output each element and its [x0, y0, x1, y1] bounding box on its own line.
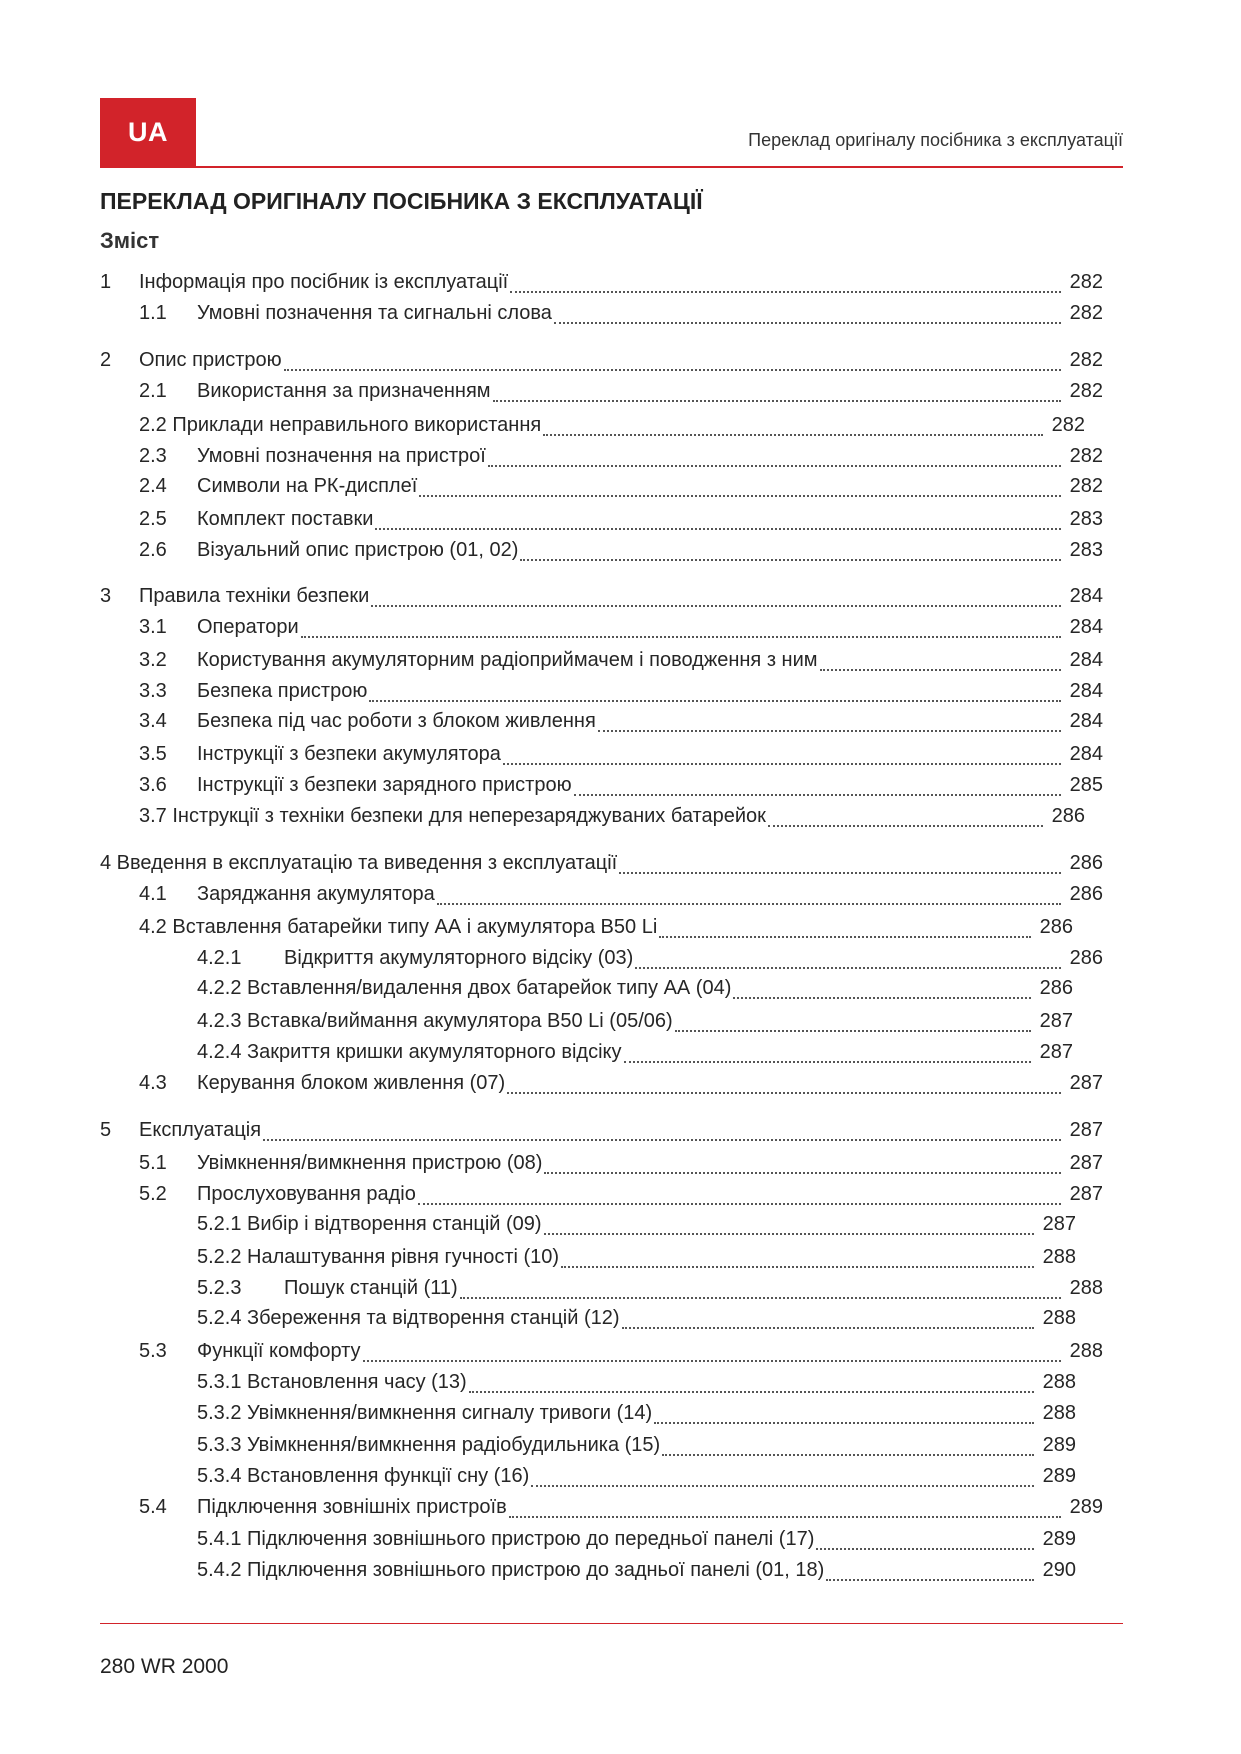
- toc-dot-leader: [654, 1421, 1034, 1424]
- toc-entry-page: 288: [1069, 1340, 1103, 1362]
- toc-entry-page: 283: [1069, 539, 1103, 561]
- toc-entry-title: 5.3.2 Увімкнення/вимкнення сигналу тривоги (14): [197, 1402, 653, 1424]
- toc-entry-page: 286: [1069, 883, 1103, 905]
- toc-entry-number: 3.3: [139, 680, 167, 702]
- toc-entry-page: 282: [1069, 380, 1103, 402]
- toc-entry-page: 282: [1069, 445, 1103, 467]
- toc-dot-leader: [561, 1265, 1034, 1268]
- toc-dot-leader: [624, 1060, 1031, 1063]
- toc-entry[interactable]: [139, 710, 1103, 740]
- toc-entry-title: Опис пристрою: [139, 349, 282, 371]
- toc-dot-leader: [768, 824, 1043, 827]
- toc-dot-leader: [675, 1029, 1031, 1032]
- toc-entry-page: 286: [1069, 852, 1103, 874]
- toc-entry-title: Комплект поставки: [197, 508, 374, 530]
- toc-entry[interactable]: [139, 475, 1103, 505]
- toc-dot-leader: [460, 1296, 1061, 1299]
- toc-entry-page: 286: [1039, 916, 1073, 938]
- toc-entry-page: 286: [1051, 805, 1085, 827]
- toc-entry-title: Символи на РК-дисплеї: [197, 475, 418, 497]
- toc-entry[interactable]: [139, 1340, 1103, 1370]
- toc-entry-page: 284: [1069, 649, 1103, 671]
- toc-dot-leader: [544, 1232, 1034, 1235]
- toc-entry-number: 3.2: [139, 649, 167, 671]
- toc-dot-leader: [826, 1578, 1034, 1581]
- toc-entry[interactable]: [197, 1213, 1076, 1243]
- toc-entry[interactable]: [197, 1465, 1076, 1495]
- toc-entry-title: Функції комфорту: [197, 1340, 361, 1362]
- toc-entry[interactable]: [197, 1559, 1076, 1589]
- toc-entry[interactable]: [139, 380, 1103, 410]
- toc-entry-number: 5.4: [139, 1496, 167, 1518]
- toc-entry-page: 283: [1069, 508, 1103, 530]
- toc-dot-leader: [503, 762, 1061, 765]
- toc-entry-number: 5.1: [139, 1152, 167, 1174]
- footer-page-label: 280 WR 2000: [100, 1655, 229, 1678]
- toc-dot-leader: [520, 558, 1061, 561]
- toc-entry[interactable]: [197, 1246, 1076, 1276]
- toc-dot-leader: [371, 604, 1061, 607]
- toc-entry-page: 288: [1042, 1307, 1076, 1329]
- toc-entry-page: 282: [1069, 475, 1103, 497]
- toc-entry-title: Користування акумуляторним радіоприймачем і поводження з ним: [197, 649, 818, 671]
- toc-entry-number: 5.2: [139, 1183, 167, 1205]
- toc-entry[interactable]: [197, 1277, 1103, 1307]
- toc-dot-leader: [284, 368, 1061, 371]
- toc-entry-title: 5.3.4 Встановлення функції сну (16): [197, 1465, 530, 1487]
- toc-entry-title: 5.2.2 Налаштування рівня гучності (10): [197, 1246, 560, 1268]
- toc-entry-page: 287: [1042, 1213, 1076, 1235]
- toc-entry-number: 3: [100, 585, 112, 607]
- toc-entry[interactable]: [139, 539, 1103, 569]
- toc-dot-leader: [507, 1091, 1061, 1094]
- toc-entry-number: 1.1: [139, 302, 167, 324]
- toc-entry-title: 5.3.3 Увімкнення/вимкнення радіобудильника (15): [197, 1434, 661, 1456]
- language-badge: UA: [100, 98, 196, 167]
- toc-entry[interactable]: [139, 916, 1073, 946]
- toc-entry[interactable]: [139, 774, 1103, 804]
- toc-entry[interactable]: [139, 1152, 1103, 1182]
- toc-entry-title: Візуальний опис пристрою (01, 02): [197, 539, 519, 561]
- toc-entry-page: 289: [1069, 1496, 1103, 1518]
- toc-entry-title: Увімкнення/вимкнення пристрою (08): [197, 1152, 543, 1174]
- toc-entry[interactable]: [197, 1307, 1076, 1337]
- toc-entry[interactable]: [100, 271, 1103, 301]
- toc-entry-title: 4.2 Вставлення батарейки типу АА і акумулятора B50 Li: [139, 916, 658, 938]
- toc-entry-page: 284: [1069, 585, 1103, 607]
- toc-dot-leader: [369, 699, 1061, 702]
- toc-entry-page: 282: [1051, 414, 1085, 436]
- toc-entry-title: 4.2.2 Вставлення/видалення двох батарейок типу АА (04): [197, 977, 732, 999]
- toc-dot-leader: [816, 1547, 1034, 1550]
- toc-entry-title: 5.3.1 Встановлення часу (13): [197, 1371, 467, 1393]
- toc-entry[interactable]: [197, 1434, 1076, 1464]
- toc-entry[interactable]: [100, 585, 1103, 615]
- toc-entry-page: 286: [1039, 977, 1073, 999]
- toc-entry-title: Умовні позначення та сигнальні слова: [197, 302, 552, 324]
- toc-dot-leader: [662, 1453, 1034, 1456]
- toc-entry-page: 285: [1069, 774, 1103, 796]
- toc-entry-number: 3.4: [139, 710, 167, 732]
- toc-entry[interactable]: [197, 977, 1073, 1007]
- toc-entry-page: 288: [1042, 1246, 1076, 1268]
- toc-entry[interactable]: [197, 1528, 1076, 1558]
- toc-entry[interactable]: [139, 805, 1085, 835]
- toc-entry-page: 284: [1069, 743, 1103, 765]
- toc-entry[interactable]: [197, 947, 1103, 977]
- toc-entry-title: 4.2.4 Закриття кришки акумуляторного відсіку: [197, 1041, 622, 1063]
- toc-entry-title: Умовні позначення на пристрої: [197, 445, 486, 467]
- toc-dot-leader: [543, 433, 1043, 436]
- header-rule: [100, 166, 1123, 168]
- toc-entry-title: 5.4.2 Підключення зовнішнього пристрою до задньої панелі (01, 18): [197, 1559, 825, 1581]
- toc-entry-page: 288: [1042, 1371, 1076, 1393]
- toc-dot-leader: [574, 793, 1061, 796]
- toc-dot-leader: [493, 399, 1061, 402]
- toc-entry-number: 5: [100, 1119, 112, 1141]
- toc-entry-number: 2: [100, 349, 112, 371]
- toc-entry[interactable]: [139, 649, 1103, 679]
- toc-entry-number: 4.2.1: [197, 947, 242, 969]
- toc-entry-page: 284: [1069, 616, 1103, 638]
- toc-entry-page: 282: [1069, 349, 1103, 371]
- toc-entry-page: 288: [1042, 1402, 1076, 1424]
- toc-entry-page: 287: [1069, 1072, 1103, 1094]
- toc-entry-title: Відкриття акумуляторного відсіку (03): [284, 947, 634, 969]
- toc-entry-number: 2.5: [139, 508, 167, 530]
- toc-entry-title: Інструкції з безпеки акумулятора: [197, 743, 501, 765]
- toc-entry-title: Прослуховування радіо: [197, 1183, 416, 1205]
- toc-entry-number: 3.6: [139, 774, 167, 796]
- toc-dot-leader: [622, 1326, 1034, 1329]
- toc-entry[interactable]: [197, 1041, 1073, 1071]
- toc-dot-leader: [437, 902, 1061, 905]
- toc-entry-title: 5.2.1 Вибір і відтворення станцій (09): [197, 1213, 542, 1235]
- toc-entry-number: 5.3: [139, 1340, 167, 1362]
- toc-entry[interactable]: [197, 1371, 1076, 1401]
- toc-dot-leader: [659, 935, 1031, 938]
- toc-entry[interactable]: [139, 680, 1103, 710]
- toc-dot-leader: [363, 1359, 1061, 1362]
- toc-entry-title: Безпека пристрою: [197, 680, 368, 702]
- toc-entry-number: 4.1: [139, 883, 167, 905]
- toc-entry-number: 2.6: [139, 539, 167, 561]
- toc-entry-page: 289: [1042, 1465, 1076, 1487]
- toc-dot-leader: [469, 1390, 1034, 1393]
- toc-entry-number: 2.1: [139, 380, 167, 402]
- toc-entry-title: Пошук станцій (11): [284, 1277, 458, 1299]
- toc-dot-leader: [375, 527, 1061, 530]
- toc-entry[interactable]: [139, 616, 1103, 646]
- toc-dot-leader: [301, 635, 1061, 638]
- toc-dot-leader: [531, 1484, 1034, 1487]
- toc-entry-page: 284: [1069, 710, 1103, 732]
- toc-entry[interactable]: [139, 743, 1103, 773]
- footer-rule: [100, 1623, 1123, 1624]
- toc-entry-title: Використання за призначенням: [197, 380, 491, 402]
- toc-entry[interactable]: [139, 1183, 1103, 1213]
- toc-entry-page: 284: [1069, 680, 1103, 702]
- toc-entry-page: 287: [1069, 1152, 1103, 1174]
- document-title: ПЕРЕКЛАД ОРИГІНАЛУ ПОСІБНИКА З ЕКСПЛУАТАЦІЇ: [100, 188, 703, 214]
- toc-dot-leader: [419, 494, 1061, 497]
- toc-entry-page: 282: [1069, 302, 1103, 324]
- toc-entry-title: 5.4.1 Підключення зовнішнього пристрою до передньої панелі (17): [197, 1528, 815, 1550]
- toc-entry[interactable]: [139, 1072, 1103, 1102]
- toc-entry-page: 289: [1042, 1434, 1076, 1456]
- toc-entry-number: 4.3: [139, 1072, 167, 1094]
- toc-entry-title: Керування блоком живлення (07): [197, 1072, 506, 1094]
- toc-entry[interactable]: [139, 445, 1103, 475]
- toc-entry-number: 5.2.3: [197, 1277, 242, 1299]
- toc-entry[interactable]: [197, 1010, 1073, 1040]
- toc-dot-leader: [820, 668, 1061, 671]
- toc-dot-leader: [635, 966, 1061, 969]
- toc-entry-title: 3.7 Інструкції з техніки безпеки для неперезаряджуваних батарейок: [139, 805, 766, 827]
- toc-dot-leader: [733, 996, 1031, 999]
- toc-entry[interactable]: [100, 349, 1103, 379]
- toc-entry-title: Експлуатація: [139, 1119, 262, 1141]
- toc-entry[interactable]: [139, 1496, 1103, 1526]
- toc-entry-title: 5.2.4 Збереження та відтворення станцій (12): [197, 1307, 620, 1329]
- toc-dot-leader: [544, 1171, 1061, 1174]
- toc-dot-leader: [509, 1515, 1061, 1518]
- toc-entry-title: Безпека під час роботи з блоком живлення: [197, 710, 596, 732]
- toc-entry[interactable]: [139, 883, 1103, 913]
- toc-entry-number: 3.1: [139, 616, 167, 638]
- header-title: Переклад оригіналу посібника з експлуатації: [748, 130, 1123, 150]
- toc-entry[interactable]: [197, 1402, 1076, 1432]
- toc-entry-page: 282: [1069, 271, 1103, 293]
- toc-entry[interactable]: [139, 508, 1103, 538]
- toc-entry-title: Заряджання акумулятора: [197, 883, 435, 905]
- toc-entry-title: Підключення зовнішніх пристроїв: [197, 1496, 507, 1518]
- toc-dot-leader: [263, 1138, 1061, 1141]
- toc-entry-title: Оператори: [197, 616, 299, 638]
- toc-entry[interactable]: [139, 302, 1103, 332]
- toc-entry[interactable]: [139, 414, 1085, 444]
- toc-entry-title: Правила техніки безпеки: [139, 585, 370, 607]
- toc-entry-title: 2.2 Приклади неправильного використання: [139, 414, 542, 436]
- toc-entry[interactable]: [100, 1119, 1103, 1149]
- toc-entry-page: 288: [1069, 1277, 1103, 1299]
- toc-entry-title: Інструкції з безпеки зарядного пристрою: [197, 774, 572, 796]
- toc-heading: Зміст: [100, 228, 160, 253]
- toc-dot-leader: [510, 290, 1061, 293]
- toc-entry-page: 287: [1039, 1010, 1073, 1032]
- toc-entry-title: Інформація про посібник із експлуатації: [139, 271, 509, 293]
- toc-entry[interactable]: [100, 852, 1103, 882]
- toc-entry-page: 287: [1039, 1041, 1073, 1063]
- toc-dot-leader: [619, 871, 1061, 874]
- toc-entry-page: 286: [1069, 947, 1103, 969]
- toc-dot-leader: [598, 729, 1061, 732]
- toc-entry-number: 3.5: [139, 743, 167, 765]
- toc-dot-leader: [554, 321, 1061, 324]
- toc-entry-page: 289: [1042, 1528, 1076, 1550]
- toc-entry-title: 4 Введення в експлуатацію та виведення з експлуатації: [100, 852, 618, 874]
- toc-entry-page: 290: [1042, 1559, 1076, 1581]
- toc-entry-number: 2.3: [139, 445, 167, 467]
- toc-dot-leader: [418, 1202, 1061, 1205]
- toc-dot-leader: [488, 464, 1061, 467]
- toc-entry-number: 2.4: [139, 475, 167, 497]
- toc-entry-page: 287: [1069, 1183, 1103, 1205]
- toc-entry-number: 1: [100, 271, 112, 293]
- toc-entry-title: 4.2.3 Вставка/виймання акумулятора B50 Li (05/06): [197, 1010, 673, 1032]
- toc-entry-page: 287: [1069, 1119, 1103, 1141]
